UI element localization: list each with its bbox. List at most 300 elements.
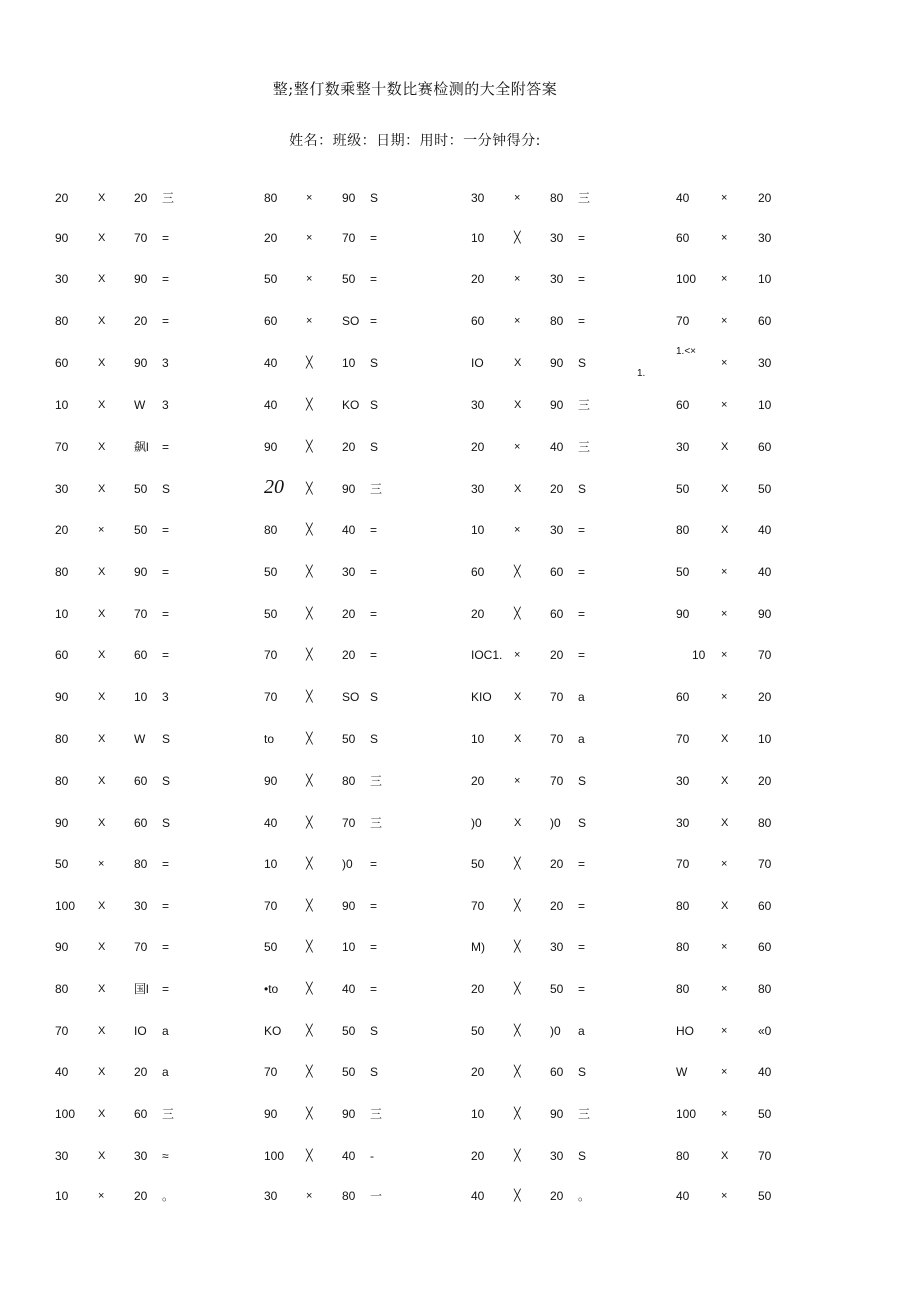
answer-mark: = [162,440,170,454]
operator: ╳ [514,858,521,870]
operator: × [306,1190,313,1202]
answer-mark: S [162,482,171,496]
answer-mark: = [370,523,378,537]
operand-b: 60 [758,440,772,454]
operand-a: 10 [471,732,485,746]
operand-b: 90 [342,191,356,205]
operand-b: 90 [550,398,564,412]
operand-b: 40 [550,440,564,454]
answer-mark: = [578,523,586,537]
answer-mark: 一 [370,1189,383,1203]
operand-a: 80 [676,982,690,996]
operator: × [721,1066,728,1078]
answer-mark: = [578,899,586,913]
margin-note: 1.<× [676,346,697,357]
operand-a: IO [471,356,484,370]
operand-a: )0 [471,816,482,830]
operand-a: 90 [55,816,69,830]
answer-mark: S [578,482,587,496]
operator: × [306,192,313,204]
operand-a: 20 [471,1149,485,1163]
operand-b: 70 [758,857,772,871]
operand-a: 50 [264,272,278,286]
answer-mark: 三 [578,1107,591,1121]
operator: X [98,733,106,745]
operand-b: 60 [134,648,148,662]
operator: × [306,232,313,244]
operator: X [721,817,729,829]
answer-mark: 。 [162,1189,175,1203]
answer-mark: S [370,356,379,370]
operator: × [721,566,728,578]
answer-mark: = [370,982,378,996]
problem-row [0,854,920,874]
operand-a: HO [676,1024,694,1038]
operand-b: 20 [550,857,564,871]
operand-a: 30 [471,482,485,496]
answer-mark: = [578,565,586,579]
operand-a: 100 [55,899,76,913]
answer-mark: S [370,1065,379,1079]
operand-a: •to [264,982,279,996]
operator: X [721,441,729,453]
problem-row [0,1062,920,1082]
operator: X [98,315,106,327]
operand-a: 40 [264,398,278,412]
operand-b: 90 [550,356,564,370]
operator: X [98,399,106,411]
operator: ╳ [306,399,313,411]
operand-a: 50 [264,940,278,954]
operand-a: 50 [676,482,690,496]
operand-b: )0 [550,816,561,830]
operator: ╳ [306,357,313,369]
answer-mark: = [162,982,170,996]
operator: X [721,733,729,745]
operand-a: 100 [55,1107,76,1121]
operand-a: 10 [471,1107,485,1121]
operand-a: 20 [471,272,485,286]
problem-row [0,228,920,248]
operand-b: 40 [758,1065,772,1079]
problem-row [0,645,920,665]
problem-row [0,979,920,999]
operand-a: W [676,1065,688,1079]
operand-b: «0 [758,1024,772,1038]
operand-a: 40 [55,1065,69,1079]
operand-a: 30 [471,191,485,205]
operator: ╳ [306,1025,313,1037]
operand-b: 50 [758,1107,772,1121]
operator: × [514,649,521,661]
operator: X [98,273,106,285]
operand-b: 50 [758,482,772,496]
operand-b: 10 [758,272,772,286]
operator: × [721,649,728,661]
answer-mark: a [578,690,585,704]
answer-mark: = [578,857,586,871]
operator: ╳ [306,441,313,453]
operand-b: 30 [758,231,772,245]
operand-b: 30 [758,356,772,370]
operand-b: 70 [342,231,356,245]
answer-mark: 三 [162,1107,175,1121]
answer-mark: = [162,648,170,662]
operand-a: 50 [55,857,69,871]
operand-a: to [264,732,275,746]
operator: ╳ [514,1108,521,1120]
problem-row [0,604,920,624]
answer-mark: 。 [578,1189,591,1203]
operand-b: 70 [134,607,148,621]
operator: X [98,232,106,244]
operand-b: 70 [758,648,772,662]
operand-a: 40 [676,191,690,205]
operand-b: 90 [134,565,148,579]
operand-a: 80 [55,982,69,996]
operand-b: 50 [134,482,148,496]
answer-mark: 三 [370,774,383,788]
operand-a: 30 [676,774,690,788]
operand-b: 20 [550,1189,564,1203]
operator: ╳ [306,524,313,536]
operand-b: 30 [134,1149,148,1163]
operand-a: 70 [55,1024,69,1038]
operator: × [721,192,728,204]
problem-row [0,437,920,457]
operator: X [98,1150,106,1162]
operator: × [721,1108,728,1120]
answer-mark: S [578,356,587,370]
operator: ╳ [306,1150,313,1162]
operator: X [721,775,729,787]
operator: ╳ [306,775,313,787]
worksheet-title: 整;整仃数乘整十数比赛检测的大全附答案 [272,80,558,98]
operator: × [721,983,728,995]
operator: X [514,357,522,369]
operand-b: 80 [342,1189,356,1203]
operator: X [98,441,106,453]
operand-a: KIO [471,690,492,704]
operand-b: 20 [134,314,148,328]
operator: X [721,900,729,912]
operator: ╳ [306,483,313,495]
operand-b: W [134,398,146,412]
operand-a: M) [471,940,485,954]
answer-mark: S [578,1065,587,1079]
operand-a: 100 [676,272,697,286]
operand-b: 60 [758,314,772,328]
operand-a: 60 [55,356,69,370]
operand-b: 10 [342,940,356,954]
operator: ╳ [306,566,313,578]
problem-row [0,1146,920,1166]
answer-mark: = [578,272,586,286]
operator: X [98,691,106,703]
operand-a: KO [264,1024,282,1038]
operator: X [721,483,729,495]
operand-a: 10 [55,607,69,621]
answer-mark: 3 [162,690,169,704]
problem-row [0,311,920,331]
operand-b: 50 [342,1024,356,1038]
operator: × [721,1025,728,1037]
operand-a: 90 [55,940,69,954]
operand-b: 70 [134,231,148,245]
answer-mark: 三 [370,482,383,496]
margin-note: 1. [637,368,646,379]
operator: X [98,649,106,661]
operator: ╳ [306,900,313,912]
operand-b: 90 [342,482,356,496]
operand-b: 70 [758,1149,772,1163]
operator: X [98,566,106,578]
operand-b: 20 [758,774,772,788]
operator: ╳ [514,1066,521,1078]
operand-b: 30 [550,272,564,286]
answer-mark: = [578,982,586,996]
operand-b: 飙l [134,440,149,454]
operator: X [98,1066,106,1078]
operand-a: 10 [264,857,278,871]
operand-a: 20 [471,1065,485,1079]
operator: X [98,775,106,787]
operator: ╳ [514,983,521,995]
operator: × [721,1190,728,1202]
operand-b: )0 [550,1024,561,1038]
operand-b: 70 [550,690,564,704]
student-info-line: 姓名：班级：日期：用时：一分钟得分: [289,133,541,149]
operand-a: 10 [55,398,69,412]
answer-mark: 3 [162,398,169,412]
operator: ╳ [306,817,313,829]
operand-b: SO [342,314,360,328]
operand-a: 60 [676,690,690,704]
operand-a: 30 [55,272,69,286]
operator: ╳ [306,983,313,995]
answer-mark: S [370,1024,379,1038]
operator: × [721,941,728,953]
operator: X [98,608,106,620]
answer-mark: = [578,607,586,621]
problem-row [0,1104,920,1124]
answer-mark: S [370,690,379,704]
operator: X [98,900,106,912]
operand-b: 80 [758,816,772,830]
operand-a: 20 [471,982,485,996]
answer-mark: = [578,231,586,245]
operator: X [98,817,106,829]
answer-mark: = [370,607,378,621]
answer-mark: 三 [370,1107,383,1121]
operator: × [721,273,728,285]
operand-b: 30 [550,1149,564,1163]
operator: × [98,1190,105,1202]
operand-b: 20 [342,648,356,662]
operand-b: 80 [134,857,148,871]
answer-mark: = [370,857,378,871]
operator: X [98,1108,106,1120]
problem-row [0,1021,920,1041]
operand-b: 20 [342,607,356,621]
operand-b: 30 [134,899,148,913]
operator: X [514,483,522,495]
operator: × [721,858,728,870]
operator: × [514,441,521,453]
operator: X [514,691,522,703]
operand-b: 30 [342,565,356,579]
operand-b: 30 [550,523,564,537]
operand-a: 50 [471,1024,485,1038]
operand-b: 60 [134,774,148,788]
answer-mark: = [162,231,170,245]
answer-mark: S [578,1149,587,1163]
operand-b: 20 [134,1065,148,1079]
operator: ╳ [514,941,521,953]
operand-b: 20 [550,482,564,496]
problem-row [0,353,920,373]
operator: ╳ [306,691,313,703]
answer-mark: S [370,440,379,454]
operand-a: 80 [55,314,69,328]
problem-row [0,395,920,415]
problem-row [0,729,920,749]
operand-b: 20 [758,690,772,704]
operator: × [306,315,313,327]
operator: ╳ [514,1150,521,1162]
answer-mark: 三 [578,191,591,205]
operand-a: 20 [471,774,485,788]
problem-row [0,896,920,916]
operand-b: IO [134,1024,147,1038]
operand-a: 70 [471,899,485,913]
answer-mark: S [370,732,379,746]
operand-a: 40 [471,1189,485,1203]
answer-mark: = [578,314,586,328]
answer-mark: = [162,857,170,871]
operand-a: 80 [676,899,690,913]
operator: × [721,315,728,327]
operand-b: 90 [550,1107,564,1121]
operand-a: 70 [676,314,690,328]
operand-a: 80 [264,523,278,537]
answer-mark: = [162,523,170,537]
problem-row [0,188,920,208]
problem-row [0,476,920,499]
operand-a: 20 [264,231,278,245]
operand-b: 70 [134,940,148,954]
operand-b: 80 [342,774,356,788]
operand-a: 20 [471,440,485,454]
operator: X [98,192,106,204]
answer-mark: = [162,565,170,579]
operand-a: 40 [676,1189,690,1203]
operand-b: 60 [134,816,148,830]
answer-mark: S [578,816,587,830]
operand-a: 50 [264,607,278,621]
operator: X [721,1150,729,1162]
operator: ╳ [306,1108,313,1120]
problem-row [0,813,920,833]
operand-a: 50 [264,565,278,579]
operand-b: 60 [758,899,772,913]
operand-a: 30 [55,482,69,496]
operand-a: IOC1. [471,648,503,662]
answer-mark: 三 [162,191,175,205]
operator: X [98,357,106,369]
operand-b: 20 [342,440,356,454]
operand-a: 20 [55,191,69,205]
answer-mark: S [162,774,171,788]
answer-mark: 3 [162,356,169,370]
operand-b: 90 [342,899,356,913]
operand-b: 90 [342,1107,356,1121]
answer-mark: 三 [578,440,591,454]
operand-a: 90 [55,231,69,245]
operand-b: 90 [134,272,148,286]
operator: ╳ [306,858,313,870]
operand-a: 70 [676,732,690,746]
operator: X [98,483,106,495]
answer-mark: = [162,899,170,913]
operand-a: 100 [676,1107,697,1121]
operator: × [514,775,521,787]
operand-a: 20 [471,607,485,621]
operator: × [721,399,728,411]
operand-b: 90 [758,607,772,621]
operator: × [721,691,728,703]
operand-a: 10 [471,523,485,537]
answer-mark: = [162,607,170,621]
operand-a: 80 [55,774,69,788]
operand-a: 10 [692,648,706,662]
answer-mark: 三 [578,398,591,412]
operand-a: 60 [55,648,69,662]
operand-b: 10 [758,398,772,412]
operand-b: 30 [550,940,564,954]
operator: ╳ [306,941,313,953]
answer-mark: a [162,1024,169,1038]
answer-mark: S [370,398,379,412]
answer-mark: S [162,816,171,830]
operand-b: 90 [134,356,148,370]
problem-row [0,1186,920,1206]
operand-a: 70 [264,648,278,662]
operand-b: 30 [550,231,564,245]
operand-a: 40 [264,816,278,830]
operator: ╳ [306,733,313,745]
operator: X [98,1025,106,1037]
operand-b: 60 [134,1107,148,1121]
operand-a: 80 [676,523,690,537]
operand-a: 60 [676,398,690,412]
operator: × [514,524,521,536]
operator: ╳ [306,649,313,661]
operand-a: 70 [264,899,278,913]
operator: × [98,858,105,870]
answer-mark: S [578,774,587,788]
operand-b: 70 [550,774,564,788]
operator: X [98,983,106,995]
answer-mark: = [370,231,378,245]
answer-mark: S [162,732,171,746]
operand-a: 10 [55,1189,69,1203]
operand-b: 60 [758,940,772,954]
answer-mark: = [578,940,586,954]
operand-a: 30 [55,1149,69,1163]
operand-b: 20 [758,191,772,205]
operand-a: 60 [471,565,485,579]
